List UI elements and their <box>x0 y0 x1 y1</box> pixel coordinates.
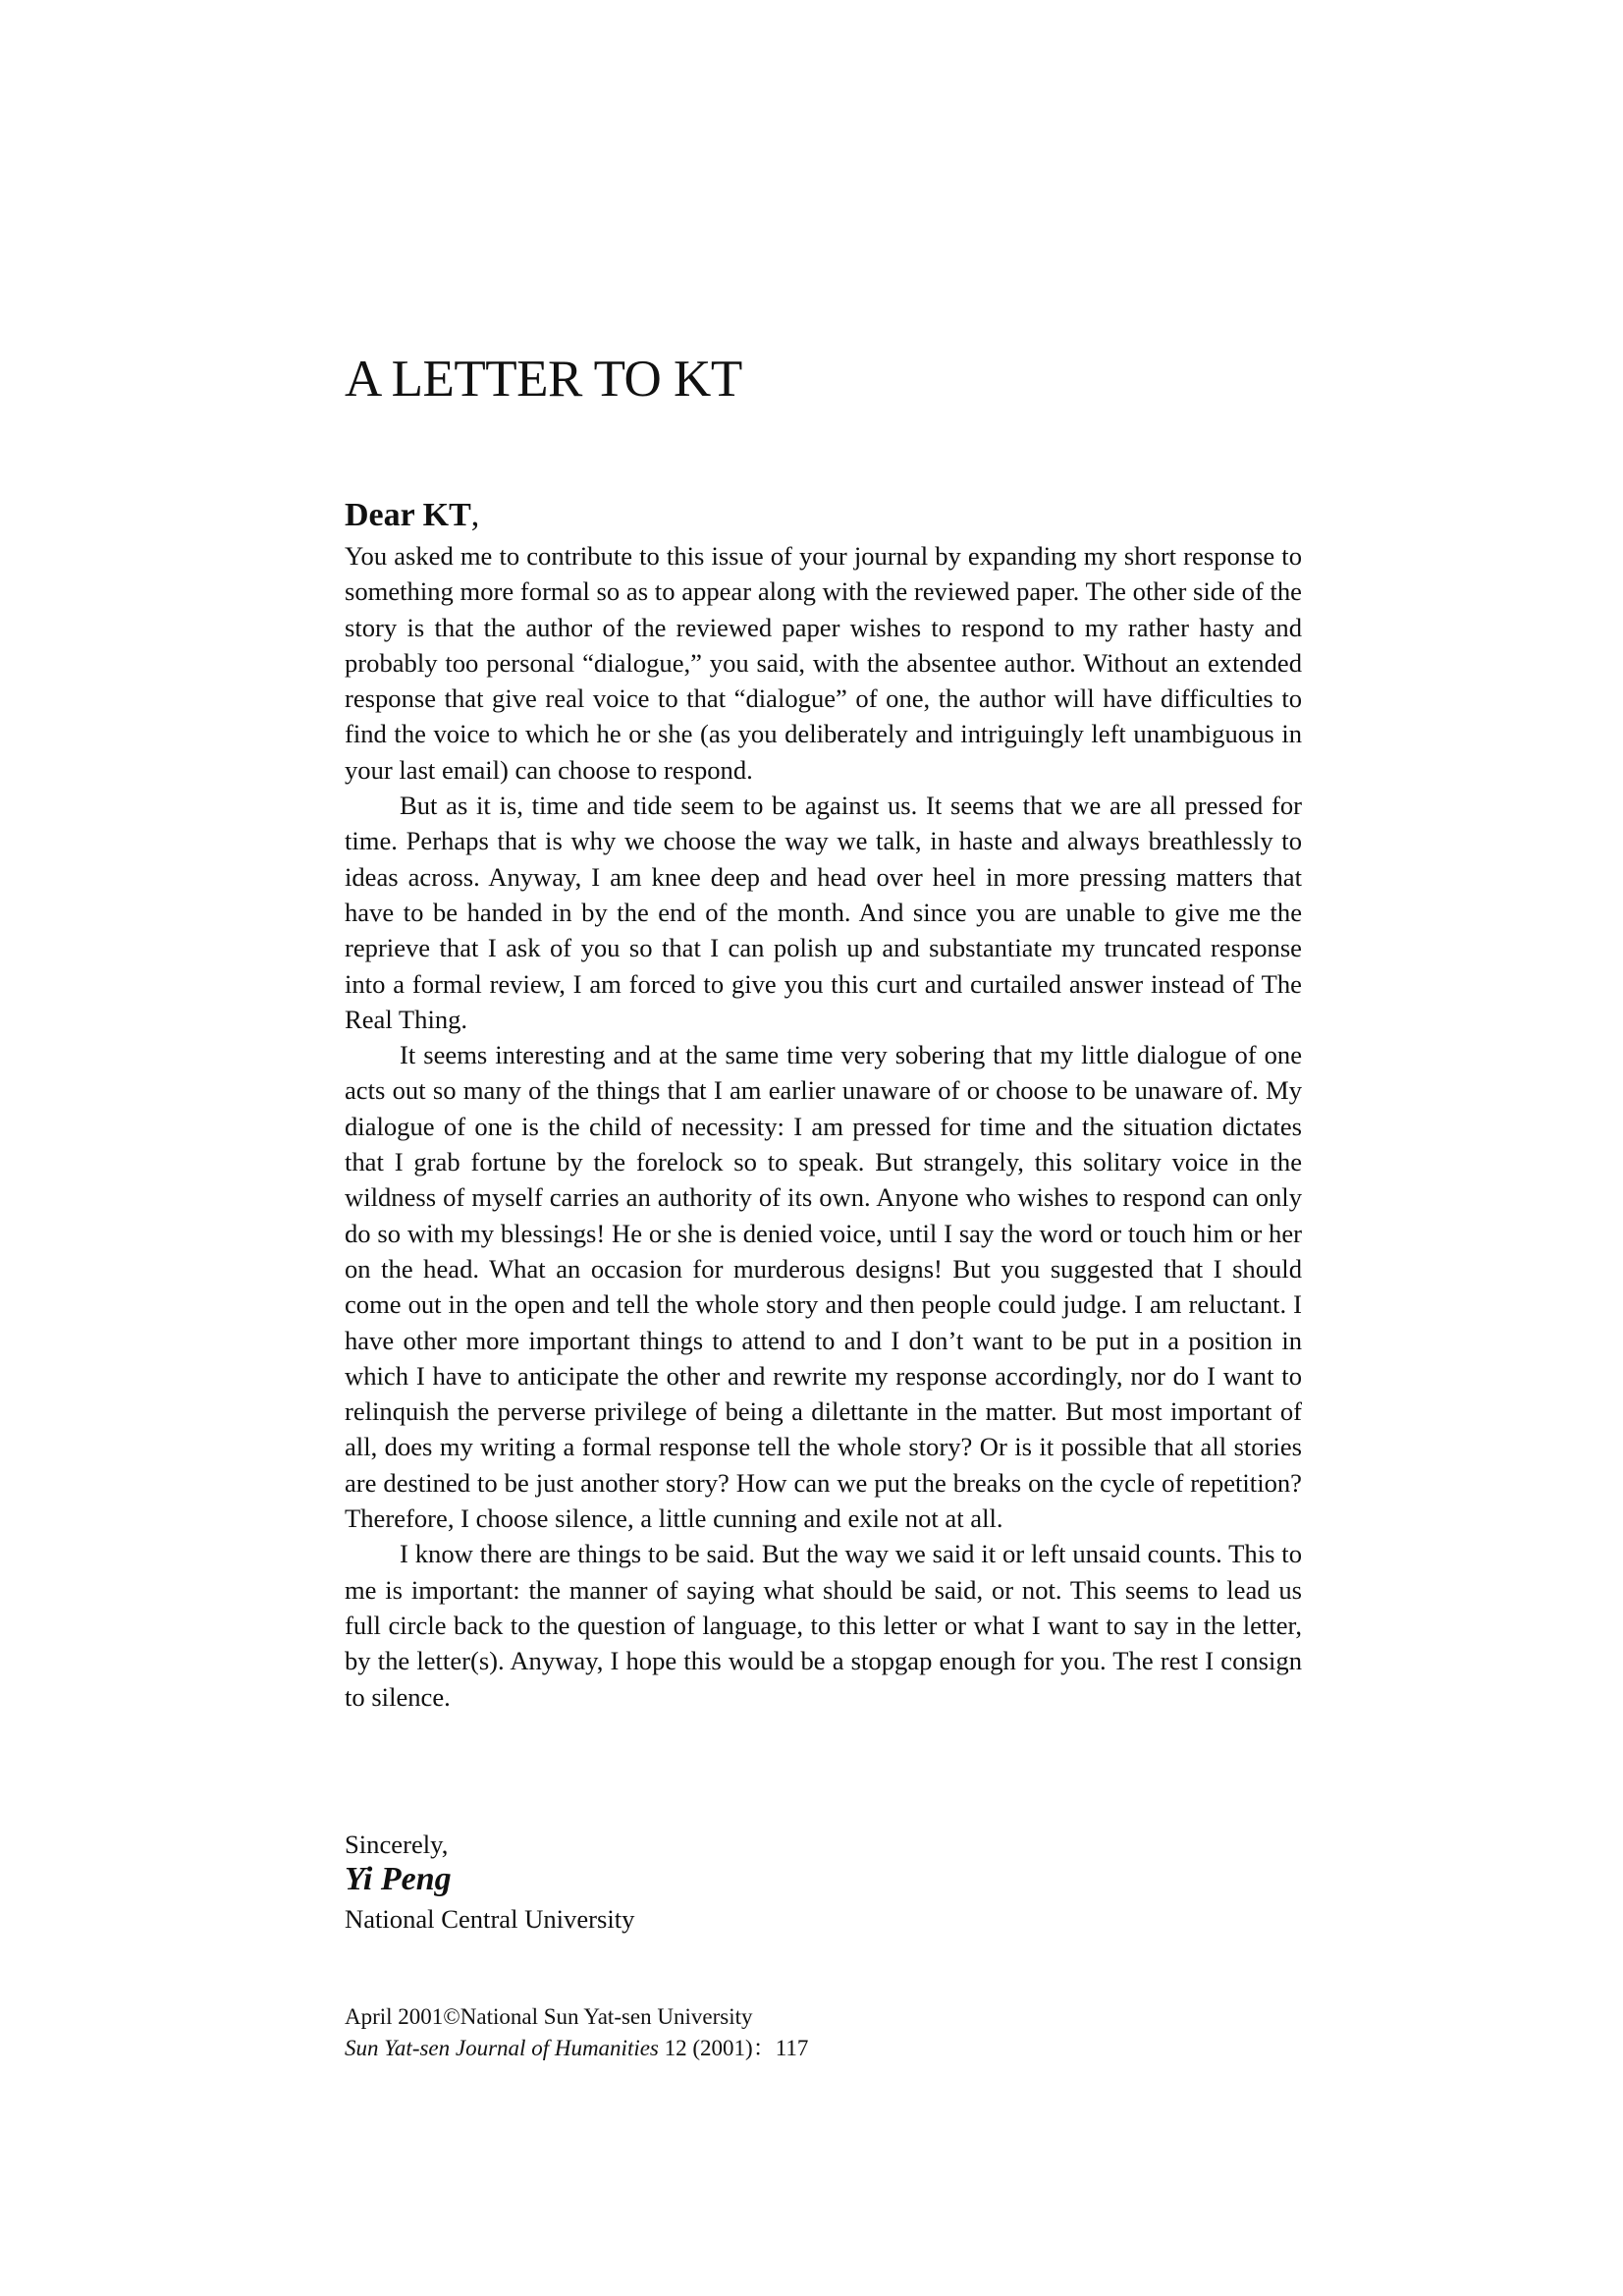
body-paragraph-1: You asked me to contribute to this issue of your journal by expanding my short response to something more formal so as to appear along with the reviewed paper. The other side of the story is that the author of the reviewed paper wishes to respond to my rather hasty and probably too personal “dialogue,” you said, with the absentee author. Without an extended response that give real voice to that “dialogue” of one, the author will have difficulties to find the voice to which he or she (as you deliberately and intriguingly left unambiguous in your last email) can choose to respond. <box>345 541 1302 785</box>
page-title: A LETTER TO KT <box>345 351 742 408</box>
body-paragraph-2: But as it is, time and tide seem to be against us. It seems that we are all pressed for time. Perhaps that is why we choose the way we talk, in haste and always breathlessly to ideas across. Anyway, I am knee deep and head over heel in more pressing matters that have to be handed in by the end of the month. And since you are unable to give me the reprieve that I ask of you so that I can polish up and substantiate my truncated response into a formal review, I am forced to give you this curt and curtailed answer instead of The Real Thing. <box>345 791 1302 1034</box>
closing: Sincerely, <box>345 1830 449 1859</box>
salutation-punctuation: , <box>470 497 480 533</box>
salutation-greeting: Dear KT <box>345 497 471 533</box>
footer-citation <box>345 2033 808 2064</box>
affiliation: National Central University <box>345 1904 635 1934</box>
footer <box>345 2001 808 2064</box>
footer-volume: 12 (2001)：117 <box>658 2036 809 2060</box>
footer-copyright: April 2001©National Sun Yat-sen University <box>345 2004 753 2029</box>
footer-journal-name: Sun Yat-sen Journal of Humanities <box>345 2036 659 2060</box>
body-paragraph-4: I know there are things to be said. But the way we said it or left unsaid counts. This to me is important: the manner of saying what should be said, or not. This seems to lead us full circle back to the question of language, to this letter or what I want to say in the letter, by the letter(s). Anyway, I hope this would be a stopgap enough for you. The rest I consign to silence. <box>345 1539 1302 1712</box>
letter-body <box>345 538 1302 1715</box>
signature: Yi Peng <box>345 1861 452 1897</box>
salutation <box>345 496 479 535</box>
body-paragraph-3: It seems interesting and at the same time very sobering that my little dialogue of one acts out so many of the things that I am earlier unaware of or choose to be unaware of. My dialogue of one is the child of necessity: I am pressed for time and the situation dictates that I grab fortune by the forelock so to speak. But strangely, this solitary voice in the wildness of myself carries an authority of its own. Anyone who wishes to respond can only do so with my blessings! He or she is denied voice, until I say the word or touch him or her on the head. What an occasion for murderous designs! But you suggested that I should come out in the open and tell the whole story and then people could judge. I am reluctant. I have other more important things to attend to and I don’t want to be put in a position in which I have to anticipate the other and rewrite my response accordingly, nor do I want to relinquish the perverse privilege of being a dilettante in the matter. But most important of all, does my writing a formal response tell the whole story? Or is it possible that all stories are destined to be just another story? How can we put the breaks on the cycle of repetition? Therefore, I choose silence, a little cunning and exile not at all. <box>345 1040 1302 1534</box>
